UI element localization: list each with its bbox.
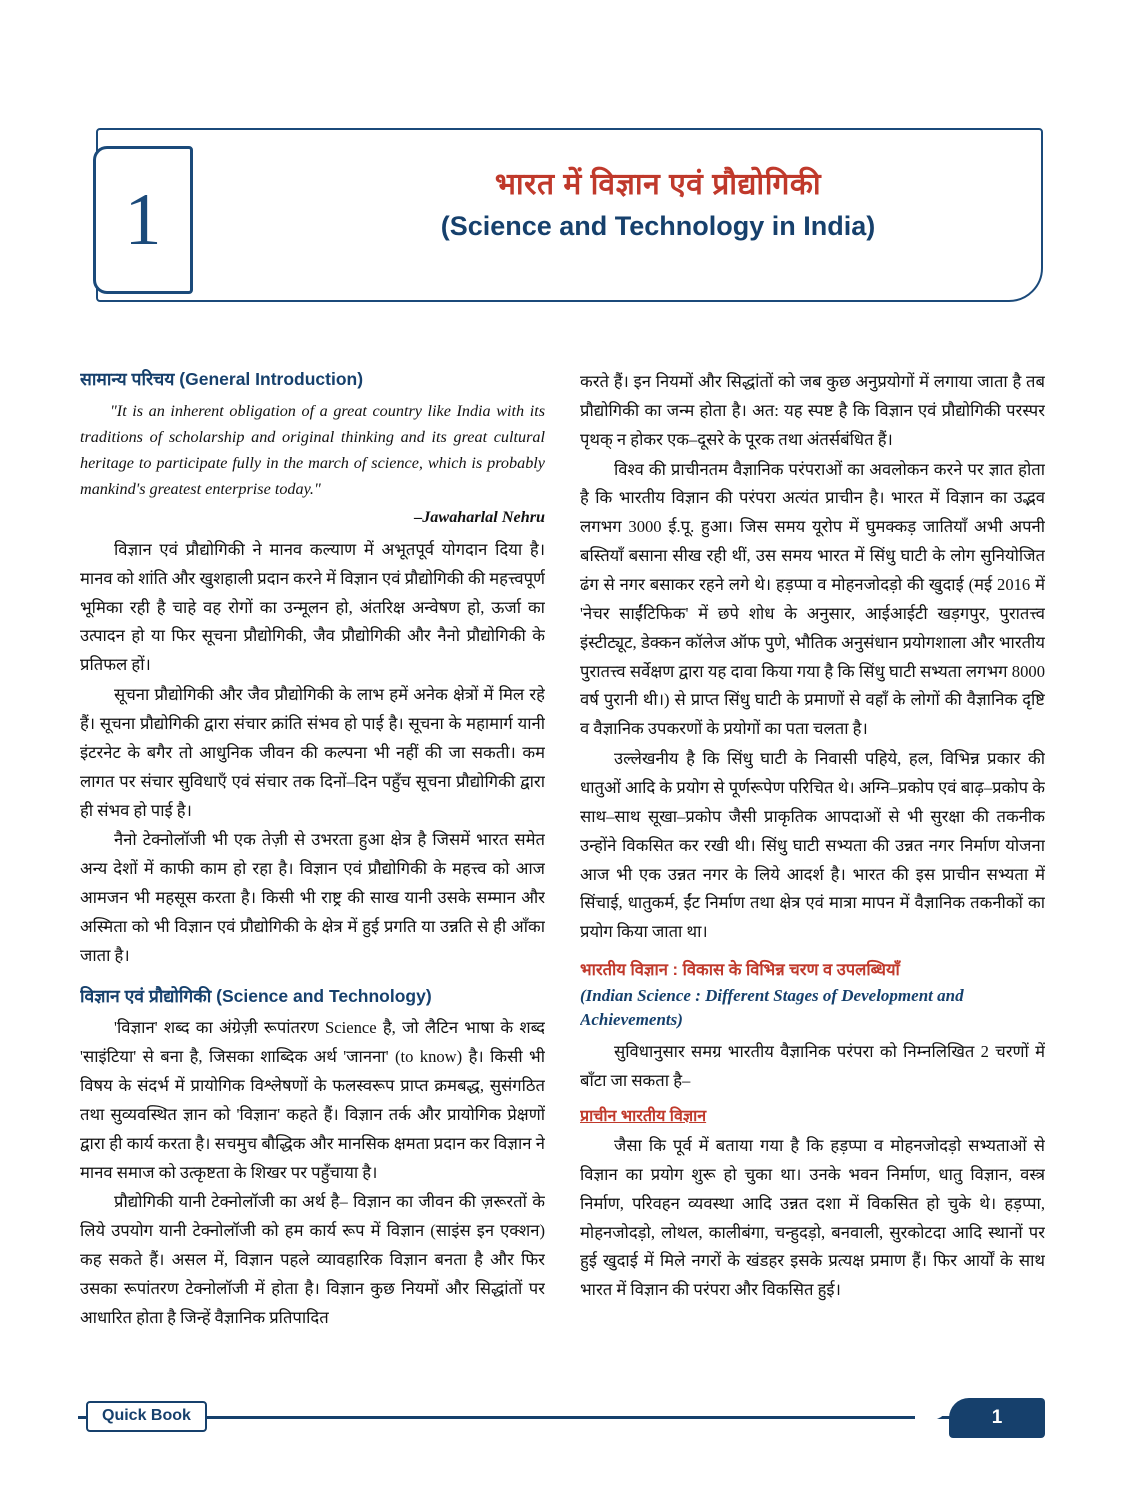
right-column	[580, 368, 1045, 1388]
heading-general-introduction: सामान्य परिचय (General Introduction)	[80, 369, 364, 389]
paragraph: करते हैं। इन नियमों और सिद्धांतों को जब कुछ अनुप्रयोगों में लगाया जाता है तब प्रौद्योगिकी का जन्म होता है। अत: यह स्पष्ट है कि विज्ञान एवं प्रौद्योगिकी परस्पर पृथक् न होकर एक–दूसरे के पूरक तथा अंतर्सबंधित हैं।	[580, 372, 1045, 449]
paragraph: सूचना प्रौद्योगिकी और जैव प्रौद्योगिकी के लाभ हमें अनेक क्षेत्रों में मिल रहे हैं। सूचना प्रौद्योगिकी द्वारा संचार क्रांति संभव हो पाई है। सूचना के महामार्ग यानी इंटरनेट के बगैर तो आधुनिक जीवन की कल्पना भी नहीं की जा सकती। कम लागत पर संचार सुविधाएँ एवं संचार तक दिनों–दिन पहुँच सूचना प्रौद्योगिकी द्वारा ही संभव हो पाई है।	[80, 685, 545, 820]
footer-divider	[78, 1416, 1045, 1419]
paragraph: उल्लेखनीय है कि सिंधु घाटी के निवासी पहिये, हल, विभिन्न प्रकार की धातुओं आदि के प्रयोग से पूर्णरूपेण परिचित थे। अग्नि–प्रकोप एवं बाढ़–प्रकोप के साथ–साथ सूखा–प्रकोप जैसी प्राकृतिक आपदाओं से भी सुरक्षा की तकनीक उन्होंने विकसित कर रखी थी। सिंधु घाटी सभ्यता की उन्नत नगर निर्माण योजना आज भी एक उन्नत नगर के लिये आदर्श है। भारत की इस प्राचीन सभ्यता में सिंचाई, धातुकर्म, ईंट निर्माण तथा क्षेत्र एवं मात्रा मापन में वैज्ञानिक तकनीकों का प्रयोग किया जाता था।	[580, 749, 1045, 942]
paragraph: प्रौद्योगिकी यानी टेक्नोलॉजी का अर्थ है– विज्ञान का जीवन की ज़रूरतों के लिये उपयोग यानी टेक्नोलॉजी को हम कार्य रूप में विज्ञान (साइंस इन एक्शन) कह सकते हैं। असल में, विज्ञान पहले व्यावहारिक विज्ञान बनता है और फिर उसका रूपांतरण टेक्नोलॉजी में होता है। विज्ञान कुछ नियमों और सिद्धांतों पर आधारित होता है जिन्हें वैज्ञानिक प्रतिपादित	[80, 1192, 545, 1327]
paragraph: 'विज्ञान' शब्द का अंग्रेज़ी रूपांतरण Science है, जो लैटिन भाषा के शब्द 'साइंटिया' से बना है, जिसका शाब्दिक अर्थ 'जानना' (to know) है। किसी भी विषय के संदर्भ में प्रायोगिक विश्लेषणों के फलस्वरूप प्राप्त क्रमबद्ध, सुसंगठित तथा सुव्यवस्थित ज्ञान को 'विज्ञान' कहते हैं। विज्ञान तर्क और प्रायोगिक प्रेक्षणों द्वारा ही कार्य करता है। सचमुच बौद्धिक और मानसिक क्षमता प्रदान कर विज्ञान ने मानव समाज को उत्कृष्टता के शिखर पर पहुँचाया है।	[80, 1018, 545, 1182]
body-columns	[80, 368, 1045, 1388]
subheading-ancient-indian-science: प्राचीन भारतीय विज्ञान	[580, 1107, 707, 1125]
pull-quote	[80, 398, 545, 530]
chapter-title-english: (Science and Technology in India)	[440, 211, 876, 241]
paragraph: जैसा कि पूर्व में बताया गया है कि हड़प्पा व मोहनजोदड़ो सभ्यताओं से विज्ञान का प्रयोग शुरू हो चुका था। उनके भवन निर्माण, धातु विज्ञान, वस्त्र निर्माण, परिवहन व्यवस्था आदि उन्नत दशा में विकसित हो चुके थे। हड़प्पा, मोहनजोदड़ो, लोथल, कालीबंगा, चन्हुदड़ो, बनवाली, सुरकोटदा आदि स्थानों पर हुई खुदाई में मिले नगरों के खंडहर इसके प्रत्यक्ष प्रमाण हैं। फिर आर्यों के साथ भारत में विज्ञान की परंपरा और विकसित हुई।	[580, 1135, 1045, 1300]
pull-quote-author: –Jawaharlal Nehru	[414, 507, 545, 526]
chapter-header	[78, 128, 1043, 308]
heading-indian-science-hindi: भारतीय विज्ञान : विकास के विभिन्न चरण व उपलब्धियाँ	[580, 961, 900, 980]
paragraph: विज्ञान एवं प्रौद्योगिकी ने मानव कल्याण में अभूतपूर्व योगदान दिया है। मानव को शांति और खुशहाली प्रदान करने में विज्ञान एवं प्रौद्योगिकी की महत्त्वपूर्ण भूमिका रही है चाहे वह रोगों का उन्मूलन हो, अंतरिक्ष अन्वेषण हो, ऊर्जा का उत्पादन हो या फिर सूचना प्रौद्योगिकी, जैव प्रौद्योगिकी और नैनो प्रौद्योगिकी के प्रतिफल हों।	[80, 539, 545, 675]
pull-quote-text: "It is an inherent obligation of a great country like India with its traditions of scholarship and original thinking and its great cultural heritage to participate fully in the march of science, which is probably mankind's greatest enterprise today."	[80, 401, 545, 499]
chapter-title-block	[288, 162, 1028, 242]
paragraph: विश्व की प्राचीनतम वैज्ञानिक परंपराओं का अवलोकन करने पर ज्ञात होता है कि भारतीय विज्ञान की परंपरा अत्यंत प्राचीन है। भारत में विज्ञान का उद्भव लगभग 3000 ई.पू. हुआ। जिस समय यूरोप में घुमक्कड़ जातियाँ अभी अपनी बस्तियाँ बसाना सीख रही थीं, उस समय भारत में सिंधु घाटी के लोग सुनियोजित ढंग से नगर बसाकर रहने लगे थे। हड़प्पा व मोहनजोदड़ो की खुदाई (मई 2016 में 'नेचर साईंटिफिक' में छपे शोध के अनुसार, आईआईटी खड़गपुर, पुरातत्त्व इंस्टीट्यूट, डेक्कन कॉलेज ऑफ पुणे, भौतिक अनुसंधान प्रयोगशाला और भारतीय पुरातत्त्व सर्वेक्षण द्वारा यह दावा किया गया है कि सिंधु घाटी सभ्यता लगभग 8000 वर्ष पुरानी थी।) से प्राप्त सिंधु घाटी के प्रमाणों से वहाँ के लोगों की वैज्ञानिक दृष्टि व वैज्ञानिक उपकरणों के प्रयोगों का पता चलता है।	[580, 459, 1045, 739]
left-column	[80, 368, 545, 1388]
heading-indian-science-english: (Indian Science : Different Stages of Development and Achievements)	[580, 986, 964, 1030]
footer-brand-badge: Quick Book	[86, 1401, 207, 1432]
page-footer	[78, 1398, 1045, 1442]
chapter-number: 1	[124, 179, 162, 261]
chapter-title-hindi: भारत में विज्ञान एवं प्रौद्योगिकी	[494, 168, 822, 201]
paragraph: सुविधानुसार समग्र भारतीय वैज्ञानिक परंपरा को निम्नलिखित 2 चरणों में बाँटा जा सकता है–	[580, 1041, 1045, 1090]
heading-science-and-technology: विज्ञान एवं प्रौद्योगिकी (Science and Technology)	[80, 985, 432, 1006]
paragraph: नैनो टेक्नोलॉजी भी एक तेज़ी से उभरता हुआ क्षेत्र है जिसमें भारत समेत अन्य देशों में काफी काम हो रहा है। विज्ञान एवं प्रौद्योगिकी के महत्त्व को आज आमजन भी महसूस करता है। किसी भी राष्ट्र की साख यानी उसके सम्मान और अस्मिता को भी विज्ञान एवं प्रौद्योगिकी के क्षेत्र में हुई प्रगति या उन्नति से ही आँका जाता है।	[80, 830, 545, 965]
page-number: 1	[991, 1407, 1003, 1428]
